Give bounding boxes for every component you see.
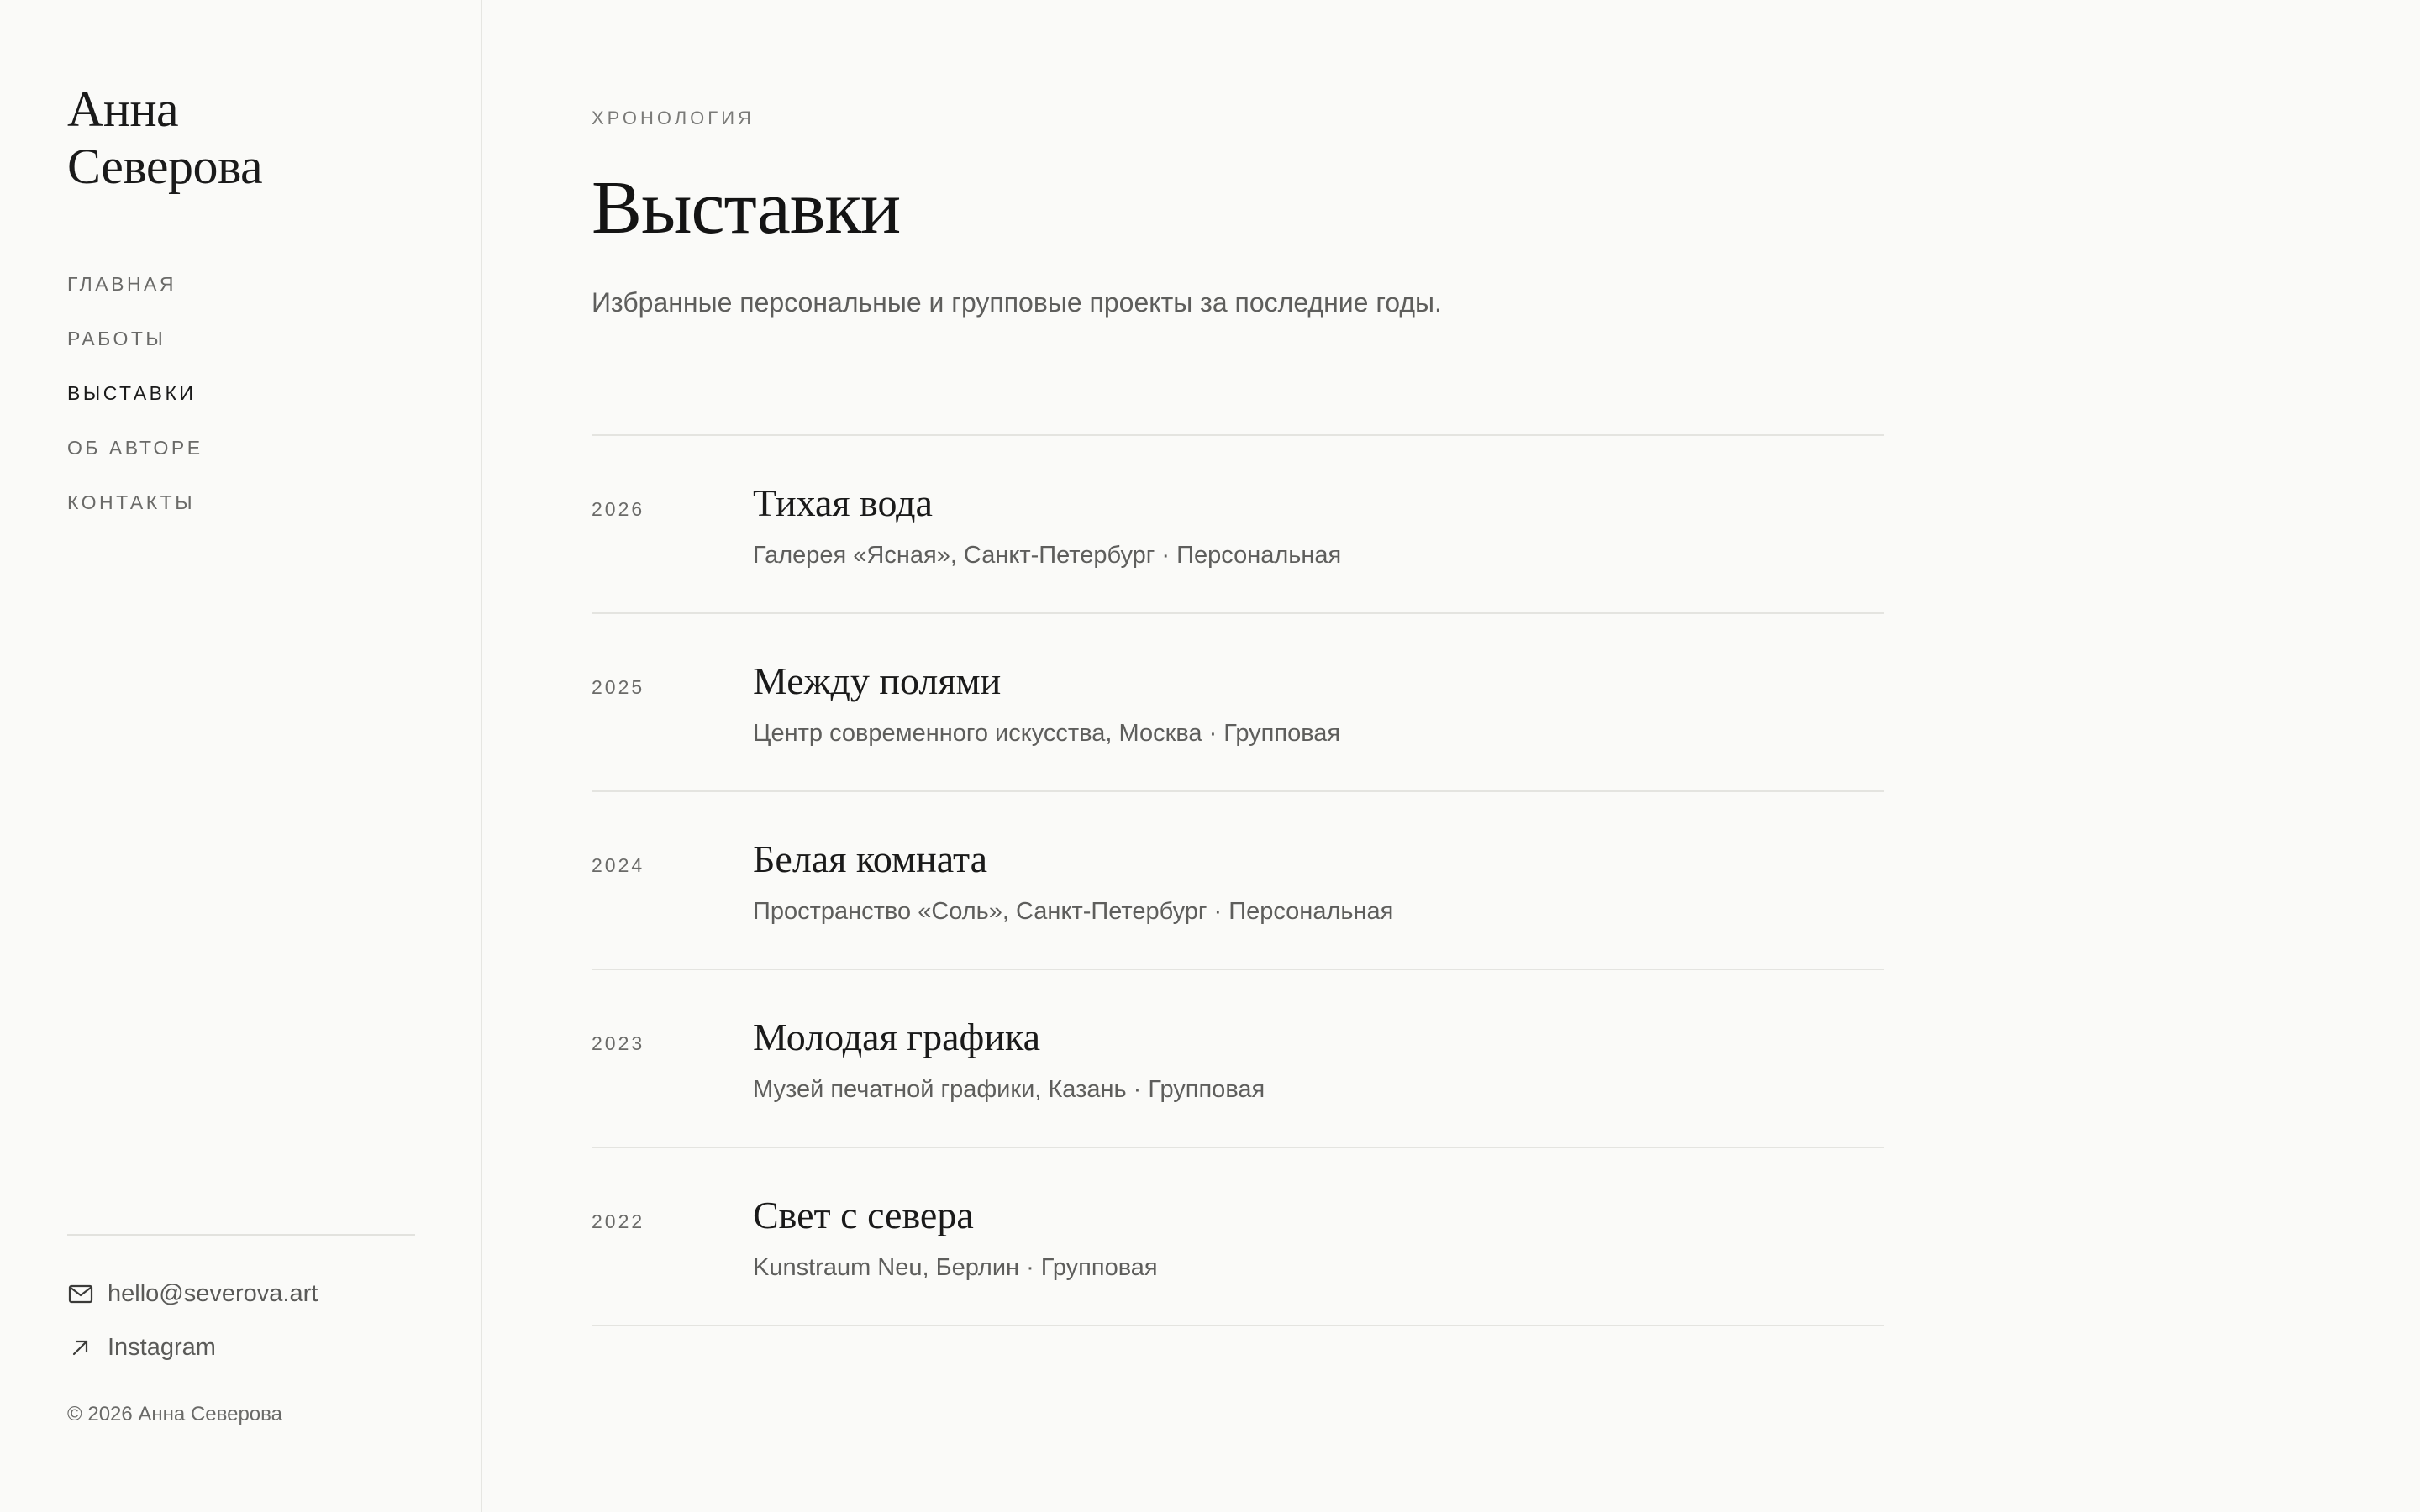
exhibition-meta: Kunstraum Neu, Берлин · Групповая	[753, 1254, 1158, 1281]
exhibition-title: Молодая графика	[753, 1016, 1041, 1058]
sidebar-divider	[67, 1234, 415, 1236]
exhibition-meta: Галерея «Ясная», Санкт-Петербург · Персональная	[753, 542, 1342, 569]
nav-link-home[interactable]: ГЛАВНАЯ	[67, 273, 176, 295]
exhibition-year: 2023	[592, 1032, 645, 1054]
instagram-label: Instagram	[108, 1333, 216, 1361]
nav-link-about[interactable]: ОБ АВТОРЕ	[67, 437, 203, 459]
nav-item-about	[67, 431, 203, 486]
exhibition-item[interactable]	[592, 614, 1884, 792]
exhibition-year: 2024	[592, 854, 645, 876]
exhibition-year: 2022	[592, 1210, 645, 1232]
exhibitions-timeline	[592, 434, 1884, 1326]
instagram-link[interactable]	[67, 1331, 216, 1364]
author-first-name: Анна	[67, 81, 179, 137]
site-logo[interactable]	[67, 81, 262, 195]
sidebar	[0, 0, 482, 1512]
nav-link-contacts[interactable]: КОНТАКТЫ	[67, 491, 196, 513]
exhibition-title: Между полями	[753, 659, 1002, 702]
exhibition-item[interactable]	[592, 970, 1884, 1148]
exhibition-item[interactable]	[592, 436, 1884, 614]
exhibition-meta: Музей печатной графики, Казань · Групповая	[753, 1076, 1265, 1103]
exhibition-year: 2026	[592, 498, 645, 520]
nav-item-exhibitions	[67, 376, 203, 431]
nav-link-works[interactable]: РАБОТЫ	[67, 328, 166, 349]
author-last-name: Северова	[67, 139, 263, 194]
nav-item-home	[67, 267, 203, 322]
exhibition-year: 2025	[592, 676, 645, 698]
nav-item-contacts	[67, 486, 203, 540]
email-link[interactable]	[67, 1277, 318, 1310]
arrow-up-right-icon	[67, 1334, 94, 1361]
exhibition-item[interactable]	[592, 1148, 1884, 1326]
mail-icon	[67, 1280, 94, 1307]
exhibition-meta: Центр современного искусства, Москва · Групповая	[753, 720, 1341, 747]
exhibition-item[interactable]	[592, 792, 1884, 970]
exhibition-meta: Пространство «Соль», Санкт-Петербург · Персональная	[753, 898, 1394, 925]
exhibition-title: Свет с севера	[753, 1194, 974, 1236]
nav-link-exhibitions[interactable]: ВЫСТАВКИ	[67, 382, 197, 404]
copyright: © 2026 Анна Северова	[67, 1403, 282, 1425]
main-nav	[67, 267, 203, 540]
nav-item-works	[67, 322, 203, 376]
page-intro: Избранные персональные и групповые проекты за последние годы.	[592, 287, 1442, 318]
email-label: hello@severova.art	[108, 1279, 318, 1307]
page-title: Выставки	[592, 166, 901, 249]
section-eyebrow: ХРОНОЛОГИЯ	[592, 108, 755, 129]
exhibition-title: Тихая вода	[753, 481, 933, 524]
exhibition-title: Белая комната	[753, 837, 988, 880]
